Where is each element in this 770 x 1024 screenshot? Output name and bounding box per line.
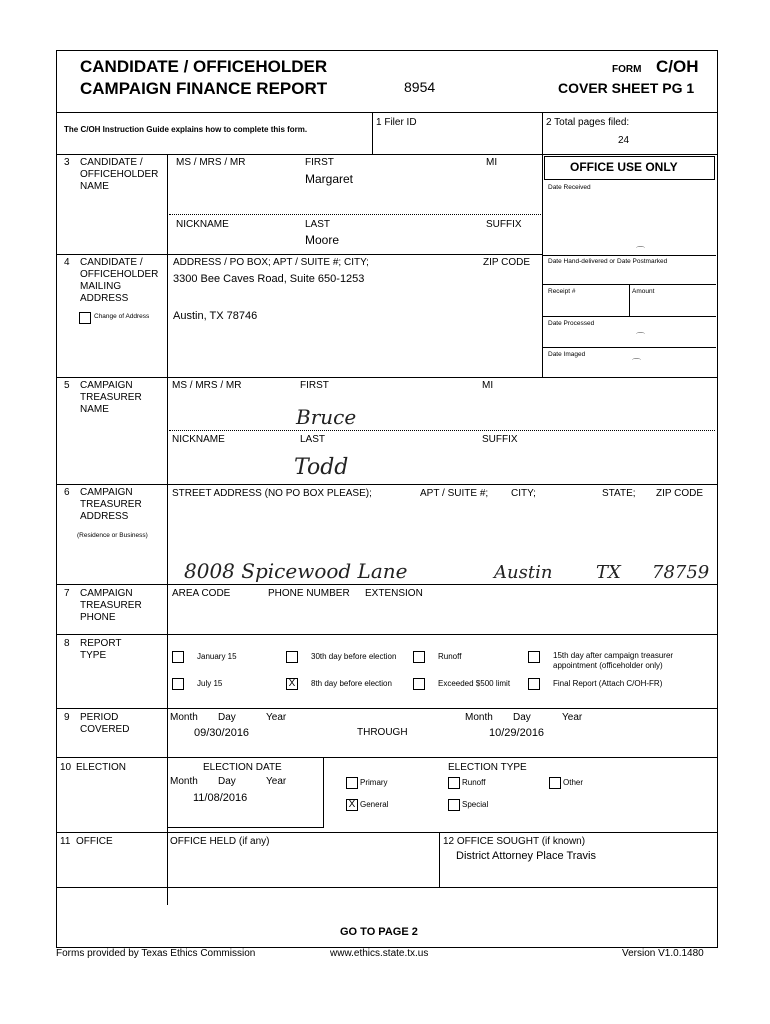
section6-label-2: TREASURER	[80, 499, 142, 510]
section7-label-2: TREASURER	[80, 600, 142, 611]
report-type-runoff-label: Runoff	[438, 652, 462, 661]
period-to-month-label: Month	[465, 712, 493, 723]
cand-last-value: Moore	[305, 233, 340, 247]
report-type-july15-checkbox[interactable]	[172, 678, 184, 690]
cand-address-header: ADDRESS / PO BOX; APT / SUITE #; CITY;	[173, 257, 369, 268]
section7-label-3: PHONE	[80, 612, 116, 623]
total-pages-value: 24	[618, 135, 630, 146]
cand-mi-label: MI	[486, 157, 498, 168]
area-code-label: AREA CODE	[172, 588, 231, 599]
scribble-mark: ⌒	[636, 246, 646, 256]
election-type-header: ELECTION TYPE	[448, 762, 527, 773]
cover-sheet-label: COVER SHEET PG 1	[558, 80, 695, 96]
treas-zip-label: ZIP CODE	[656, 488, 704, 499]
filer-id-label: 1 Filer ID	[376, 117, 417, 128]
footer-provider: Forms provided by Texas Ethics Commission	[56, 948, 256, 959]
section3-number: 3	[64, 157, 70, 168]
election-runoff-checkbox[interactable]	[448, 777, 460, 789]
treas-last-label: LAST	[300, 434, 326, 445]
scribble-mark: ⌒	[636, 332, 646, 342]
instruction-note: The C/OH Instruction Guide explains how to complete this form.	[64, 125, 308, 134]
section3-label-2: OFFICEHOLDER	[80, 169, 159, 180]
report-type-8day-checkbox[interactable]: X	[286, 678, 298, 690]
treas-zip-value: 78759	[652, 562, 710, 583]
treas-state-value: TX	[596, 562, 621, 583]
section10-label: ELECTION	[76, 762, 127, 773]
period-to-day-label: Day	[513, 712, 531, 723]
treas-apt-label: APT / SUITE #;	[420, 488, 489, 499]
phone-number-label: PHONE NUMBER	[268, 588, 350, 599]
report-type-30day-checkbox[interactable]	[286, 651, 298, 663]
election-date-value: 11/08/2016	[193, 792, 248, 804]
section8-label-1: REPORT	[80, 638, 122, 649]
form-title-line2: CAMPAIGN FINANCE REPORT	[80, 79, 328, 98]
section6-number: 6	[64, 487, 70, 498]
section4-label-2: OFFICEHOLDER	[80, 269, 159, 280]
form-code: C/OH	[656, 57, 699, 76]
section10-number: 10	[60, 762, 72, 773]
report-type-january15-checkbox[interactable]	[172, 651, 184, 663]
report-type-exceeded-label: Exceeded $500 limit	[438, 679, 511, 688]
cand-suffix-label: SUFFIX	[486, 219, 522, 230]
scribble-mark: ⌒	[632, 358, 642, 368]
section5-label-3: NAME	[80, 404, 109, 415]
election-other-label: Other	[563, 778, 584, 787]
treas-ms-label: MS / MRS / MR	[172, 380, 242, 391]
section6-label-3: ADDRESS	[80, 511, 129, 522]
form-title-line1: CANDIDATE / OFFICEHOLDER	[80, 57, 328, 76]
extension-label: EXTENSION	[365, 588, 423, 599]
footer-version: Version V1.0.1480	[622, 948, 704, 959]
report-type-july15-label: July 15	[197, 679, 223, 688]
receipt-label: Receipt #	[548, 288, 576, 295]
section6-note: (Residence or Business)	[77, 532, 148, 539]
period-to-value: 10/29/2016	[489, 727, 545, 739]
section9-label-1: PERIOD	[80, 712, 119, 723]
election-special-checkbox[interactable]	[448, 799, 460, 811]
section7-number: 7	[64, 588, 70, 599]
election-primary-label: Primary	[360, 778, 388, 787]
report-type-runoff-checkbox[interactable]	[413, 651, 425, 663]
period-through-label: THROUGH	[357, 727, 408, 738]
treas-city-label: CITY;	[511, 488, 536, 499]
election-month-label: Month	[170, 776, 198, 787]
section4-label-3: MAILING	[80, 281, 122, 292]
period-from-day-label: Day	[218, 712, 236, 723]
report-type-15th-day-checkbox[interactable]	[528, 651, 540, 663]
section11-number: 11	[60, 836, 71, 847]
election-date-header: ELECTION DATE	[203, 762, 282, 773]
section3-label-1: CANDIDATE /	[80, 157, 143, 168]
report-type-final-label: Final Report (Attach C/OH-FR)	[553, 679, 663, 688]
treas-street-label: STREET ADDRESS (NO PO BOX PLEASE);	[172, 488, 372, 499]
election-primary-checkbox[interactable]	[346, 777, 358, 789]
period-from-value: 09/30/2016	[194, 727, 250, 739]
treas-state-label: STATE;	[602, 488, 636, 499]
election-year-label: Year	[266, 776, 287, 787]
date-received-label: Date Received	[548, 184, 591, 191]
section7-label-1: CAMPAIGN	[80, 588, 133, 599]
form-word: FORM	[612, 64, 642, 75]
date-processed-label: Date Processed	[548, 320, 595, 327]
treas-mi-label: MI	[482, 380, 494, 391]
section4-label-1: CANDIDATE /	[80, 257, 143, 268]
change-of-address-checkbox[interactable]	[79, 312, 91, 324]
cand-first-value: Margaret	[305, 172, 354, 186]
total-pages-label: 2 Total pages filed:	[546, 117, 630, 128]
report-type-final-checkbox[interactable]	[528, 678, 540, 690]
period-to-year-label: Year	[562, 712, 583, 723]
document-number: 8954	[404, 79, 436, 95]
office-sought-label: 12 OFFICE SOUGHT (if known)	[443, 836, 586, 847]
treas-last-value: Todd	[294, 455, 349, 480]
section4-label-4: ADDRESS	[80, 293, 129, 304]
election-general-checkbox[interactable]: X	[346, 799, 358, 811]
report-type-8day-label: 8th day before election	[311, 679, 392, 688]
section4-number: 4	[64, 257, 70, 268]
report-type-30day-label: 30th day before election	[311, 652, 397, 661]
cand-last-label: LAST	[305, 219, 331, 230]
office-held-label: OFFICE HELD (if any)	[170, 836, 270, 847]
cand-ms-label: MS / MRS / MR	[176, 157, 246, 168]
cand-nickname-label: NICKNAME	[176, 219, 229, 230]
section8-label-2: TYPE	[80, 650, 107, 661]
election-runoff-label: Runoff	[462, 778, 486, 787]
section5-label-1: CAMPAIGN	[80, 380, 133, 391]
treas-first-label: FIRST	[300, 380, 329, 391]
period-from-month-label: Month	[170, 712, 198, 723]
section5-label-2: TREASURER	[80, 392, 142, 403]
report-type-exceeded-checkbox[interactable]	[413, 678, 425, 690]
treas-street-value: 8008 Spicewood Lane	[184, 559, 408, 583]
cand-address-line2: Austin, TX 78746	[173, 310, 258, 322]
election-special-label: Special	[462, 800, 489, 809]
election-other-checkbox[interactable]	[549, 777, 561, 789]
cand-first-label: FIRST	[305, 157, 334, 168]
cand-zip-label: ZIP CODE	[483, 257, 531, 268]
report-type-15th-day-label-1: 15th day after campaign treasurer	[553, 651, 674, 660]
footer-url: www.ethics.state.tx.us	[330, 948, 429, 959]
treas-suffix-label: SUFFIX	[482, 434, 518, 445]
section9-label-2: COVERED	[80, 724, 130, 735]
change-of-address-label: Change of Address	[94, 313, 150, 320]
section9-number: 9	[64, 712, 70, 723]
section11-label: OFFICE	[76, 836, 113, 847]
amount-label: Amount	[632, 288, 655, 295]
section5-number: 5	[64, 380, 70, 391]
cand-address-line1: 3300 Bee Caves Road, Suite 650-1253	[173, 273, 365, 285]
treas-first-value: Bruce	[296, 405, 357, 429]
election-general-label: General	[360, 800, 389, 809]
report-type-15th-day-label-2: appointment (officeholder only)	[553, 661, 663, 670]
date-imaged-label: Date Imaged	[548, 351, 586, 358]
section8-number: 8	[64, 638, 70, 649]
treas-nickname-label: NICKNAME	[172, 434, 225, 445]
office-sought-value: District Attorney Place Travis	[456, 850, 596, 862]
election-day-label: Day	[218, 776, 236, 787]
report-type-january15-label: January 15	[197, 652, 237, 661]
go-to-page-2: GO TO PAGE 2	[340, 926, 418, 938]
period-from-year-label: Year	[266, 712, 287, 723]
office-use-title: OFFICE USE ONLY	[570, 160, 678, 174]
date-hand-delivered-label: Date Hand-delivered or Date Postmarked	[548, 258, 668, 265]
treas-city-value: Austin	[494, 562, 553, 583]
section3-label-3: NAME	[80, 181, 109, 192]
section6-label-1: CAMPAIGN	[80, 487, 133, 498]
